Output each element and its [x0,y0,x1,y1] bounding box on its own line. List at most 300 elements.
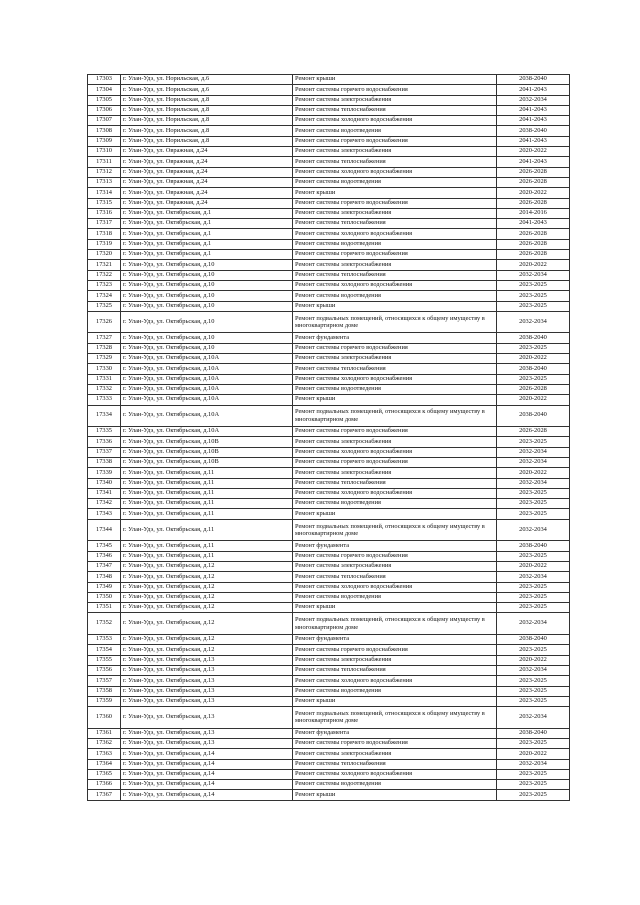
table-row [88,250,570,260]
row-work-type: Ремонт крыши [293,395,497,405]
row-period: 2023-2025 [497,582,570,592]
row-work-type: Ремонт крыши [293,790,497,800]
row-address: г. Улан-Удэ, ул. Октябрьская, д.10А [121,427,293,437]
row-number: 17307 [88,116,121,126]
row-number: 17344 [88,519,121,541]
row-address: г. Улан-Удэ, ул. Октябрьская, д.12 [121,582,293,592]
row-work-type: Ремонт системы горячего водоснабжения [293,136,497,146]
row-address: г. Улан-Удэ, ул. Овражная, д.24 [121,177,293,187]
row-period: 2023-2025 [497,780,570,790]
row-number: 17335 [88,427,121,437]
row-address: г. Улан-Удэ, ул. Октябрьская, д.10 [121,343,293,353]
row-work-type: Ремонт системы холодного водоснабжения [293,447,497,457]
row-work-type: Ремонт системы водоотведения [293,239,497,249]
row-work-type: Ремонт системы теплоснабжения [293,157,497,167]
row-work-type: Ремонт системы холодного водоснабжения [293,280,497,290]
row-number: 17338 [88,457,121,467]
row-work-type: Ремонт системы теплоснабжения [293,105,497,115]
row-period: 2041-2043 [497,105,570,115]
row-address: г. Улан-Удэ, ул. Октябрьская, д.10В [121,457,293,467]
table-row [88,645,570,655]
row-address: г. Улан-Удэ, ул. Октябрьская, д.13 [121,707,293,729]
row-address: г. Улан-Удэ, ул. Октябрьская, д.1 [121,239,293,249]
row-address: г. Улан-Удэ, ул. Октябрьская, д.11 [121,499,293,509]
row-period: 2020-2022 [497,395,570,405]
row-number: 17306 [88,105,121,115]
row-work-type: Ремонт системы электроснабжения [293,468,497,478]
row-work-type: Ремонт системы холодного водоснабжения [293,167,497,177]
row-period: 2032-2034 [497,665,570,675]
row-work-type: Ремонт системы водоотведения [293,126,497,136]
row-work-type: Ремонт фундамента [293,728,497,738]
row-period: 2023-2025 [497,769,570,779]
row-work-type: Ремонт системы холодного водоснабжения [293,374,497,384]
row-address: г. Улан-Удэ, ул. Октябрьская, д.10 [121,270,293,280]
row-address: г. Улан-Удэ, ул. Октябрьская, д.14 [121,759,293,769]
row-number: 17311 [88,157,121,167]
row-period: 2026-2028 [497,167,570,177]
table-row [88,85,570,95]
row-work-type: Ремонт системы холодного водоснабжения [293,676,497,686]
table-row [88,260,570,270]
table-row [88,374,570,384]
row-work-type: Ремонт системы теплоснабжения [293,665,497,675]
row-work-type: Ремонт системы электроснабжения [293,208,497,218]
row-period: 2032-2034 [497,613,570,635]
table-row [88,116,570,126]
row-address: г. Улан-Удэ, ул. Октябрьская, д.11 [121,509,293,519]
row-period: 2023-2025 [497,645,570,655]
table-row [88,95,570,105]
table-row [88,541,570,551]
row-address: г. Улан-Удэ, ул. Октябрьская, д.1 [121,219,293,229]
row-work-type: Ремонт системы холодного водоснабжения [293,229,497,239]
row-address: г. Улан-Удэ, ул. Октябрьская, д.13 [121,728,293,738]
row-address: г. Улан-Удэ, ул. Октябрьская, д.1 [121,208,293,218]
table-row [88,311,570,333]
row-period: 2032-2034 [497,478,570,488]
row-period: 2020-2022 [497,468,570,478]
row-period: 2023-2025 [497,592,570,602]
row-address: г. Улан-Удэ, ул. Октябрьская, д.10 [121,260,293,270]
row-address: г. Улан-Удэ, ул. Норильская, д.8 [121,95,293,105]
row-address: г. Улан-Удэ, ул. Октябрьская, д.12 [121,645,293,655]
row-work-type: Ремонт системы электроснабжения [293,147,497,157]
row-work-type: Ремонт системы холодного водоснабжения [293,582,497,592]
row-work-type: Ремонт системы электроснабжения [293,354,497,364]
row-period: 2023-2025 [497,551,570,561]
row-number: 17356 [88,665,121,675]
row-period: 2032-2034 [497,270,570,280]
row-number: 17366 [88,780,121,790]
row-address: г. Улан-Удэ, ул. Октябрьская, д.12 [121,592,293,602]
row-work-type: Ремонт системы горячего водоснабжения [293,250,497,260]
row-number: 17324 [88,291,121,301]
row-address: г. Улан-Удэ, ул. Октябрьская, д.10А [121,374,293,384]
row-address: г. Улан-Удэ, ул. Октябрьская, д.1 [121,250,293,260]
row-work-type: Ремонт системы теплоснабжения [293,364,497,374]
row-number: 17310 [88,147,121,157]
row-address: г. Улан-Удэ, ул. Овражная, д.24 [121,167,293,177]
row-number: 17321 [88,260,121,270]
row-number: 17365 [88,769,121,779]
table-row [88,291,570,301]
row-work-type: Ремонт системы горячего водоснабжения [293,85,497,95]
row-work-type: Ремонт системы водоотведения [293,177,497,187]
row-number: 17334 [88,405,121,427]
repair-schedule-table [87,74,570,801]
row-address: г. Улан-Удэ, ул. Октябрьская, д.10А [121,364,293,374]
row-number: 17340 [88,478,121,488]
row-period: 2032-2034 [497,759,570,769]
row-period: 2038-2040 [497,126,570,136]
row-period: 2023-2025 [497,291,570,301]
row-address: г. Улан-Удэ, ул. Октябрьская, д.10 [121,301,293,311]
row-period: 2026-2028 [497,384,570,394]
row-period: 2032-2034 [497,707,570,729]
table-row [88,635,570,645]
row-address: г. Улан-Удэ, ул. Октябрьская, д.10 [121,333,293,343]
row-address: г. Улан-Удэ, ул. Октябрьская, д.13 [121,739,293,749]
row-work-type: Ремонт крыши [293,188,497,198]
table-row [88,437,570,447]
table-row [88,333,570,343]
table-row [88,447,570,457]
row-address: г. Улан-Удэ, ул. Октябрьская, д.13 [121,665,293,675]
row-address: г. Улан-Удэ, ул. Норильская, д.6 [121,85,293,95]
row-number: 17332 [88,384,121,394]
row-address: г. Улан-Удэ, ул. Октябрьская, д.13 [121,676,293,686]
row-work-type: Ремонт системы теплоснабжения [293,572,497,582]
row-address: г. Улан-Удэ, ул. Октябрьская, д.1 [121,229,293,239]
row-period: 2032-2034 [497,447,570,457]
row-number: 17317 [88,219,121,229]
row-number: 17329 [88,354,121,364]
row-number: 17325 [88,301,121,311]
row-address: г. Улан-Удэ, ул. Норильская, д.8 [121,116,293,126]
row-number: 17359 [88,696,121,706]
row-address: г. Улан-Удэ, ул. Октябрьская, д.10 [121,291,293,301]
row-work-type: Ремонт системы горячего водоснабжения [293,343,497,353]
row-work-type: Ремонт системы электроснабжения [293,95,497,105]
row-period: 2032-2034 [497,519,570,541]
row-period: 2026-2028 [497,427,570,437]
row-number: 17328 [88,343,121,353]
row-number: 17337 [88,447,121,457]
row-period: 2014-2016 [497,208,570,218]
table-row [88,676,570,686]
row-work-type: Ремонт системы горячего водоснабжения [293,551,497,561]
row-number: 17358 [88,686,121,696]
table-row [88,219,570,229]
row-work-type: Ремонт подвальных помещений, относящихся к общему имуществу в многоквартирном доме [293,519,497,541]
row-number: 17312 [88,167,121,177]
row-period: 2038-2040 [497,333,570,343]
row-address: г. Улан-Удэ, ул. Октябрьская, д.10В [121,437,293,447]
row-period: 2026-2028 [497,198,570,208]
row-work-type: Ремонт системы теплоснабжения [293,759,497,769]
row-address: г. Улан-Удэ, ул. Норильская, д.8 [121,105,293,115]
row-number: 17322 [88,270,121,280]
table-row [88,75,570,85]
table-row [88,208,570,218]
table-row [88,707,570,729]
row-work-type: Ремонт системы электроснабжения [293,260,497,270]
row-period: 2020-2022 [497,749,570,759]
table-row [88,157,570,167]
row-period: 2023-2025 [497,739,570,749]
row-number: 17345 [88,541,121,551]
row-work-type: Ремонт системы электроснабжения [293,655,497,665]
row-number: 17341 [88,488,121,498]
table-row [88,696,570,706]
row-number: 17336 [88,437,121,447]
row-number: 17333 [88,395,121,405]
row-work-type: Ремонт системы водоотведения [293,780,497,790]
row-number: 17367 [88,790,121,800]
row-number: 17331 [88,374,121,384]
row-work-type: Ремонт системы водоотведения [293,686,497,696]
table-row [88,592,570,602]
row-work-type: Ремонт системы водоотведения [293,499,497,509]
row-period: 2020-2022 [497,354,570,364]
table-row [88,354,570,364]
row-period: 2041-2043 [497,136,570,146]
row-work-type: Ремонт крыши [293,603,497,613]
row-work-type: Ремонт системы электроснабжения [293,561,497,571]
table-row [88,582,570,592]
row-work-type: Ремонт подвальных помещений, относящихся к общему имуществу в многоквартирном доме [293,707,497,729]
row-period: 2023-2025 [497,301,570,311]
row-period: 2023-2025 [497,499,570,509]
row-address: г. Улан-Удэ, ул. Октябрьская, д.11 [121,541,293,551]
row-number: 17327 [88,333,121,343]
table-row [88,749,570,759]
table-row [88,561,570,571]
table-row [88,572,570,582]
row-number: 17363 [88,749,121,759]
row-period: 2038-2040 [497,405,570,427]
row-address: г. Улан-Удэ, ул. Октябрьская, д.10 [121,311,293,333]
row-period: 2023-2025 [497,343,570,353]
row-address: г. Улан-Удэ, ул. Октябрьская, д.13 [121,655,293,665]
table-row [88,468,570,478]
row-number: 17352 [88,613,121,635]
row-period: 2041-2043 [497,157,570,167]
table-row [88,478,570,488]
table-row [88,405,570,427]
row-number: 17354 [88,645,121,655]
row-address: г. Улан-Удэ, ул. Овражная, д.24 [121,198,293,208]
row-period: 2023-2025 [497,509,570,519]
row-address: г. Улан-Удэ, ул. Октябрьская, д.11 [121,519,293,541]
row-work-type: Ремонт подвальных помещений, относящихся к общему имуществу в многоквартирном доме [293,613,497,635]
row-address: г. Улан-Удэ, ул. Октябрьская, д.11 [121,488,293,498]
row-work-type: Ремонт системы горячего водоснабжения [293,457,497,467]
row-number: 17361 [88,728,121,738]
row-address: г. Улан-Удэ, ул. Овражная, д.24 [121,157,293,167]
row-period: 2038-2040 [497,75,570,85]
row-address: г. Улан-Удэ, ул. Норильская, д.6 [121,75,293,85]
row-address: г. Улан-Удэ, ул. Октябрьская, д.12 [121,603,293,613]
row-period: 2041-2043 [497,116,570,126]
row-period: 2020-2022 [497,260,570,270]
row-number: 17303 [88,75,121,85]
row-number: 17330 [88,364,121,374]
row-work-type: Ремонт системы холодного водоснабжения [293,116,497,126]
row-number: 17316 [88,208,121,218]
row-number: 17323 [88,280,121,290]
row-work-type: Ремонт фундамента [293,541,497,551]
table-row [88,488,570,498]
row-address: г. Улан-Удэ, ул. Норильская, д.8 [121,136,293,146]
table-row [88,105,570,115]
row-period: 2020-2022 [497,147,570,157]
row-work-type: Ремонт системы горячего водоснабжения [293,427,497,437]
row-work-type: Ремонт крыши [293,301,497,311]
row-number: 17318 [88,229,121,239]
row-work-type: Ремонт фундамента [293,635,497,645]
table-row [88,655,570,665]
row-period: 2023-2025 [497,696,570,706]
row-work-type: Ремонт крыши [293,509,497,519]
row-number: 17314 [88,188,121,198]
table-row [88,613,570,635]
row-work-type: Ремонт системы электроснабжения [293,749,497,759]
row-period: 2038-2040 [497,364,570,374]
row-address: г. Улан-Удэ, ул. Октябрьская, д.14 [121,780,293,790]
row-number: 17347 [88,561,121,571]
row-period: 2023-2025 [497,686,570,696]
row-period: 2032-2034 [497,572,570,582]
table-row [88,301,570,311]
row-period: 2041-2043 [497,219,570,229]
row-address: г. Улан-Удэ, ул. Октябрьская, д.11 [121,551,293,561]
row-number: 17343 [88,509,121,519]
row-number: 17350 [88,592,121,602]
row-address: г. Улан-Удэ, ул. Октябрьская, д.12 [121,561,293,571]
row-address: г. Улан-Удэ, ул. Октябрьская, д.12 [121,572,293,582]
row-address: г. Улан-Удэ, ул. Октябрьская, д.14 [121,769,293,779]
row-work-type: Ремонт крыши [293,75,497,85]
table-row [88,177,570,187]
table-row [88,427,570,437]
table-row [88,790,570,800]
table-row [88,270,570,280]
row-address: г. Улан-Удэ, ул. Октябрьская, д.10А [121,405,293,427]
row-work-type: Ремонт крыши [293,696,497,706]
row-work-type: Ремонт фундамента [293,333,497,343]
table-row [88,147,570,157]
table-row [88,229,570,239]
row-number: 17326 [88,311,121,333]
row-number: 17339 [88,468,121,478]
row-number: 17364 [88,759,121,769]
row-number: 17362 [88,739,121,749]
row-address: г. Улан-Удэ, ул. Октябрьская, д.11 [121,468,293,478]
row-number: 17320 [88,250,121,260]
row-number: 17309 [88,136,121,146]
row-period: 2032-2034 [497,311,570,333]
table-row [88,509,570,519]
row-period: 2032-2034 [497,457,570,467]
row-period: 2020-2022 [497,561,570,571]
table-row [88,457,570,467]
row-period: 2023-2025 [497,488,570,498]
row-address: г. Улан-Удэ, ул. Октябрьская, д.13 [121,686,293,696]
table-row [88,665,570,675]
row-address: г. Улан-Удэ, ул. Октябрьская, д.11 [121,478,293,488]
row-address: г. Улан-Удэ, ул. Октябрьская, д.12 [121,613,293,635]
row-number: 17319 [88,239,121,249]
row-period: 2038-2040 [497,541,570,551]
row-work-type: Ремонт системы горячего водоснабжения [293,198,497,208]
table-row [88,384,570,394]
row-address: г. Улан-Удэ, ул. Овражная, д.24 [121,147,293,157]
row-number: 17342 [88,499,121,509]
row-period: 2020-2022 [497,655,570,665]
row-address: г. Улан-Удэ, ул. Октябрьская, д.10В [121,447,293,457]
row-work-type: Ремонт системы теплоснабжения [293,478,497,488]
row-number: 17305 [88,95,121,105]
row-period: 2023-2025 [497,374,570,384]
row-address: г. Улан-Удэ, ул. Норильская, д.8 [121,126,293,136]
row-work-type: Ремонт системы водоотведения [293,592,497,602]
row-work-type: Ремонт системы холодного водоснабжения [293,488,497,498]
table-row [88,780,570,790]
row-work-type: Ремонт подвальных помещений, относящихся к общему имуществу в многоквартирном доме [293,311,497,333]
table-row [88,167,570,177]
table-row [88,519,570,541]
table-row [88,126,570,136]
table-row [88,551,570,561]
row-period: 2020-2022 [497,188,570,198]
row-period: 2023-2025 [497,280,570,290]
row-period: 2026-2028 [497,239,570,249]
row-number: 17313 [88,177,121,187]
row-work-type: Ремонт системы холодного водоснабжения [293,769,497,779]
table-row [88,739,570,749]
row-address: г. Улан-Удэ, ул. Октябрьская, д.10А [121,354,293,364]
table-row [88,686,570,696]
table-row [88,280,570,290]
table-row [88,395,570,405]
row-number: 17308 [88,126,121,136]
row-work-type: Ремонт системы горячего водоснабжения [293,739,497,749]
row-number: 17357 [88,676,121,686]
row-work-type: Ремонт системы водоотведения [293,384,497,394]
row-period: 2023-2025 [497,790,570,800]
row-address: г. Улан-Удэ, ул. Октябрьская, д.14 [121,749,293,759]
table-body [88,75,570,801]
row-address: г. Улан-Удэ, ул. Октябрьская, д.10А [121,395,293,405]
row-period: 2023-2025 [497,603,570,613]
row-address: г. Улан-Удэ, ул. Октябрьская, д.12 [121,635,293,645]
row-work-type: Ремонт системы водоотведения [293,291,497,301]
row-number: 17315 [88,198,121,208]
table-row [88,136,570,146]
row-number: 17346 [88,551,121,561]
row-number: 17353 [88,635,121,645]
row-address: г. Улан-Удэ, ул. Октябрьская, д.14 [121,790,293,800]
table-row [88,769,570,779]
table-row [88,188,570,198]
table-row [88,728,570,738]
row-number: 17349 [88,582,121,592]
table-row [88,499,570,509]
row-address: г. Улан-Удэ, ул. Октябрьская, д.13 [121,696,293,706]
table-row [88,603,570,613]
